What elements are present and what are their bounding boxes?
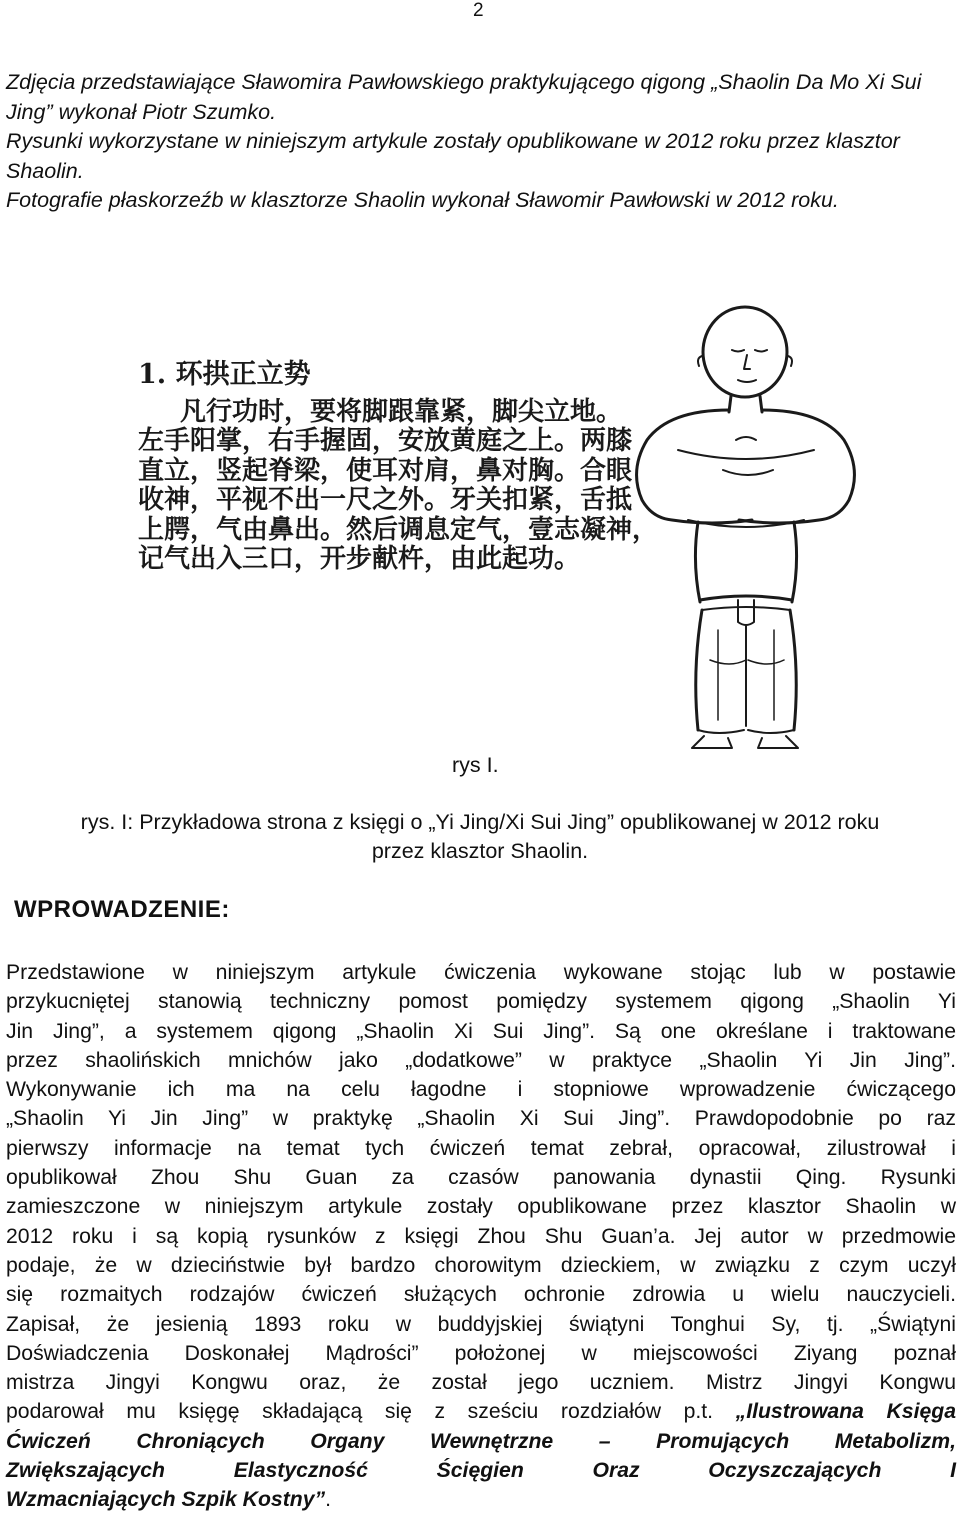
text-line — [6, 1397, 956, 1426]
page-number: 2 — [473, 0, 484, 21]
text-line: się rozmaitych rodzajów ćwiczeń służących ochronie zdrowia u wielu nauczycieli. — [6, 1283, 956, 1307]
credit-line: Zdjęcia przedstawiające Sławomira Pawłowskiego praktykującego qigong „Shaolin Da Mo Xi Sui Jing” wykonał Piotr Szumko. — [6, 70, 922, 124]
text-line: Zapisał, że jesienią 1893 roku w buddyjskiej świątyni Tonghui Sy, tj. „Świątyni — [6, 1312, 956, 1336]
figure-text-line: 记气出入三口，开步献杵，由此起功。 — [138, 544, 581, 574]
body-paragraph — [6, 958, 956, 1515]
figure-text-line: 凡行功时，要将脚跟靠紧，脚尖立地。 — [180, 396, 623, 427]
photo-credits — [6, 68, 956, 216]
figure-text-line: 左手阳掌，右手握固，安放黄庭之上。两膝 — [138, 426, 633, 456]
text-line: podaje, że w dzieciństwie był bardzo chorowitym dzieckiem, w związku z czym uczył — [6, 1253, 956, 1277]
text-line: opublikował Zhou Shu Guan za czasów panowania dynastii Qing. Rysunki — [6, 1166, 956, 1190]
text-line: 2012 roku i są kopią rysunków z księgi Zhou Shu Guan’a. Jej autor w przedmowie — [6, 1224, 956, 1248]
figure-title: 1. 环拱正立势 — [138, 359, 311, 390]
figure-text-line: 上腭，气由鼻出。然后调息定气，壹志凝神， — [138, 514, 659, 545]
text-line: „Shaolin Yi Jin Jing” w praktykę „Shaolin Xi Sui Jing”. Prawdopodobnie po raz — [6, 1107, 956, 1131]
credit-line: Rysunki wykorzystane w niniejszym artykule zostały opublikowane w 2012 roku przez klasztor Shaolin. — [6, 129, 900, 183]
text-line: pierwszy informacje na temat tych ćwiczeń temat zebrał, opracował, zilustrował i — [6, 1136, 956, 1160]
text-line: zamieszczone w niniejszym artykule zostały opublikowane przez klasztor Shaolin w — [6, 1195, 956, 1219]
book-title-line: Zwiększających Elastyczność Ścięgien Oraz Oczyszczających I — [6, 1459, 956, 1483]
book-title-line: Ćwiczeń Chroniących Organy Wewnętrzne – Promujących Metabolizm, — [6, 1429, 956, 1453]
figure-text-line: 直立，竖起脊梁，使耳对肩，鼻对胸。合眼 — [138, 455, 633, 486]
caption-line: przez klasztor Shaolin. — [371, 839, 589, 863]
figure-caption — [0, 808, 960, 866]
text-line: Przedstawione w niniejszym artykule ćwiczenia wykowane stojąc lub w postawie — [6, 961, 956, 984]
text-line: Doświadczenia Doskonałej Mądrości” położonej w miejscowości Ziyang poznał — [6, 1341, 956, 1365]
text-line: przykucniętej stanowią techniczny pomost pomiędzy systemem qigong „Shaolin Yi — [6, 990, 956, 1014]
book-title-fragment: Wzmacniających Szpik Kostny” — [6, 1488, 326, 1512]
caption-line: rys. I: Przykładowa strona z księgi o „Yi Jing/Xi Sui Jing” opublikowanej w 2012 roku — [80, 810, 880, 834]
text-line: przez shaolińskich mnichów jako „dodatkowe” w praktyce „Shaolin Yi Jin Jing”. — [6, 1048, 956, 1072]
monk-figure-illustration — [598, 300, 958, 750]
text-line — [6, 1485, 956, 1514]
credit-line: Fotografie płaskorzeźb w klasztorze Shaolin wykonał Sławomir Pawłowski w 2012 roku. — [6, 188, 839, 212]
text-fragment: podarował mu księgę składającą się z sześciu rozdziałów p.t. — [6, 1400, 736, 1424]
section-heading: WPROWADZENIE: — [14, 896, 230, 923]
book-title-fragment: „Ilustrowana Księga — [735, 1400, 956, 1424]
book-page-figure — [128, 300, 958, 750]
text-line: Wykonywanie ich ma na celu łagodne i stopniowe wprowadzenie ćwiczącego — [6, 1078, 956, 1102]
text-fragment: . — [325, 1488, 331, 1512]
text-line: mistrza Jingyi Kongwu oraz, że został jego uczniem. Mistrz Jingyi Kongwu — [6, 1371, 956, 1395]
figure-text-line: 收神，平视不出一尺之外。牙关扣紧，舌抵 — [138, 485, 633, 515]
figure-label: rys I. — [452, 753, 499, 777]
figure-chinese-text — [128, 359, 659, 575]
text-line: Jin Jing”, a systemem qigong „Shaolin Xi Sui Jing”. Są one określane i traktowane — [6, 1019, 956, 1043]
